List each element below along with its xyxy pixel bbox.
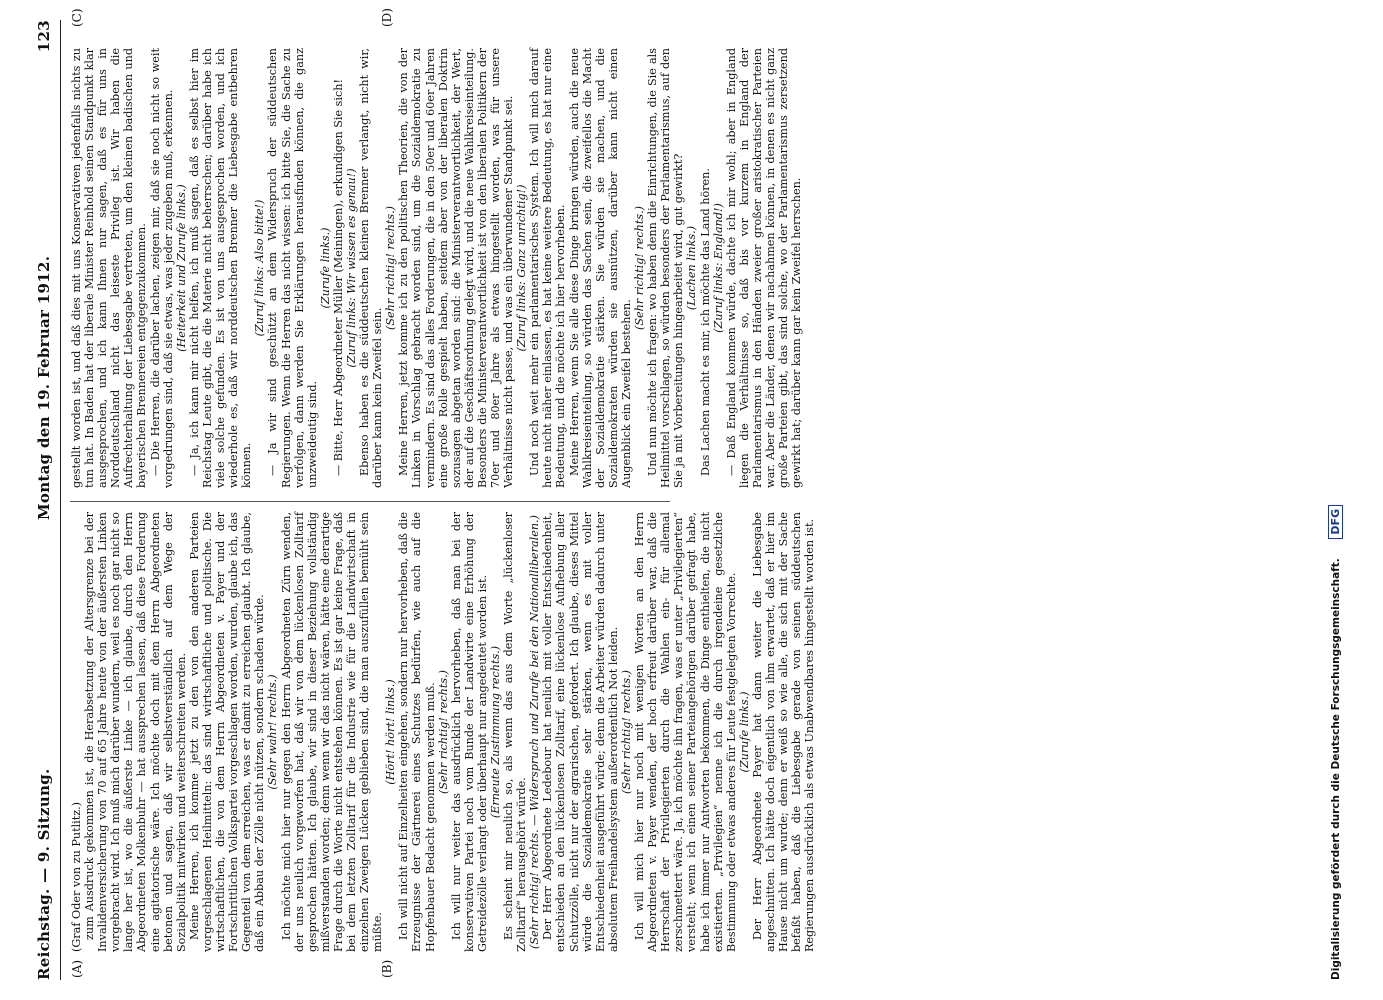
interjection: (Sehr wahr! rechts.)	[266, 674, 280, 790]
column-divider	[70, 501, 670, 502]
interjection: (Zuruf links: Wir wissen es genau!)	[344, 168, 358, 368]
paragraph: gestellt worden ist, und daß dies mit uns Konservativen jedenfalls nichts zu tun hat. In Baden hat der liberale Minister Reinhold seinen Standpunkt klar ausgesprochen, und ich kann Ihnen nur sagen, daß es für uns in Norddeutschland nicht das leiseste Privileg ist. Wir haben die Aufrechterhaltung der Liebesgabe vertreten, um den kleinen badischen und bayerischen Brennereien entgegenzukommen.	[70, 48, 149, 488]
paragraph: — Ja, ich kann mir nicht helfen, ich muß sagen, daß es selbst hier im Reichstag Leute gibt, die die Materie nicht beherrschen; darüber habe ich viele solche gefunden. Es ist von uns ausgesprochen worden, und ich wiederhole es, daß wir norddeutschen Brenner die Liebesgabe entbehren können.	[187, 48, 254, 488]
interjection: (Zuruf links: England!)	[711, 203, 725, 333]
paragraph: Ich will nicht auf Einzelheiten eingehen, sondern nur hervorheben, daß die Erzeugnisse der Gärtnerei eines Schutzes bedürfen, wie auch auf die Hopfenbauer Bedacht genommen werden muß.	[397, 512, 437, 952]
paragraph: Das Lachen macht es mir, ich möchte das Land hören.	[698, 168, 712, 476]
paragraph: Meine Herren, wenn Sie alle diese Dinge bringen würden, auch die neue Wahlkreiseinteilung, so würden das Sachen sein, die zweifellos die Macht der Sozialdemokratie stärken. Sie würden sie machen, und die Sozialdemokraten würden sie ausnützen, darüber kann nicht einen Augenblick ein Zweifel bestehen.	[567, 48, 633, 488]
interjection: (Erneute Zustimmung rechts.)	[489, 645, 502, 819]
header-session: Reichstag. — 9. Sitzung.	[35, 768, 53, 980]
text-column-left	[70, 512, 817, 952]
interjection: (Sehr richtig! rechts.)	[436, 669, 450, 795]
interjection: (Sehr richtig! rechts.)	[633, 205, 647, 331]
running-header	[35, 20, 61, 980]
paragraph: Und nun möchte ich fragen: wo haben denn die Einrichtungen, die Sie als Heilmittel vorschlagen, so würden besonders der Parlamentarismus, auf den Sie ja mit Vorbereitungen hingearbeitet wird, gut gewirkt?	[646, 48, 686, 488]
paragraph: Und noch weit mehr ein parlamentarisches System. Ich will mich darauf heute nicht näher einlassen, es hat keine weitere Bedeutung, es hat nur eine Bedeutung, und die möchte ich hier hervorheben.	[528, 48, 568, 488]
text-column-right	[70, 48, 804, 488]
interjection: (Heiterkeit und Zurufe links.)	[174, 184, 188, 352]
paragraph: Meine Herren, jetzt komme ich zu den politischen Theorien, die von der Linken in Vorschlag gebracht worden sind, um die Sozialdemokratie zu vermindern. Es sind das alles Forderungen, die in den 50er und 60er Jahren eine große Rolle gespielt haben, seitdem aber von der liberalen Doktrin sozusagen abgetan worden sind: die Ministerverantwortlichkeit, der Wert, der auf die Geschäftsordnung gelegt wird, und die neue Wahlkreiseinteilung. Besonders die Ministerverantwortlichkeit ist von den liberalen Politikern der 70er und 80er Jahre als etwas hingestellt worden, was für unsere Verhältnisse nicht passe, und was ein überwundener Standpunkt sei.	[397, 48, 516, 488]
interjection: (Sehr richtig! rechts. — Widerspruch und Zurufe bei den Nationalliberalen.)	[528, 515, 542, 949]
footer-note: Digitalisierung gefördert durch die Deutsche Forschungsgemeinschaft.	[1330, 558, 1342, 980]
header-rule	[60, 20, 61, 980]
header-date: Montag den 19. Februar 1912.	[35, 255, 53, 520]
dfg-logo: DFG	[1328, 505, 1343, 539]
paragraph: — Ja wir sind geschützt an dem Widerspruch der süddeutschen Regierungen. Wenn die Herren das nicht wissen: ich bitte Sie, die Sache zu verfolgen, dann werden Sie Erklärungen herausfinden können, die ganz unzweideutig sind.	[266, 48, 319, 488]
paragraph: zum Ausdruck gekommen ist, die Herabsetzung der Altersgrenze bei der Invalidenversicherung von 70 auf 65 Jahre heute von der äußersten Linken vorgebracht wird. Ich muß mich darüber wundern, weil es noch gar nicht so lange her ist, wo die äußerste Linke — ich glaube, durch den Herrn Abgeordneten Molkenbuhr — hat aussprechen lassen, daß diese Forderung eine agitatorische wäre. Ich möchte doch mit dem Herrn Abgeordneten betonen und sagen, daß wir selbstverständlich auf dem Wege der Sozialpolitik mitwirken und weiterschreiten werden.	[83, 512, 188, 952]
margin-marker-c: (C)	[70, 8, 84, 27]
paragraph: Der Herr Abgeordnete Payer hat dann weiter die Liebesgabe angeschnitten. Ich hätte doch eigentlich von ihm erwartet, daß er hier im Hause nicht um wurde; denn er weiß so wie alle, die sich mit der Sache befaßt haben, daß die Liebesgabe gerade von seinen süddeutschen Regierungen ausdrücklich als etwas Unabwendbares hingestellt worden ist.	[750, 512, 817, 952]
paragraph: Es scheint mir neulich so, als wenn das aus dem Worte „lückenloser Zolltarif“ herausgehört würde.	[502, 512, 529, 952]
paragraph: Ich will mich hier nur noch mit wenigen Worten an den Herrn Abgeordneten v. Payer wenden, der hoch erfreut darüber war, daß die Herrschaft der Privilegierten durch die Wahlen ein- für allemal zerschmettert wäre. Ja, ich möchte ihn fragen, was er unter „Privilegierten“ versteht; wenn ich einen seiner Parteiangehörigen darüber gefragt habe, habe ich immer nur Antworten bekommen, die Dinge enthielten, die nicht existierten. „Privilegien“ nenne ich die durch irgendeine gesetzliche Bestimmung oder etwas anderes für Leute festgelegten Vorrechte.	[633, 512, 738, 952]
paragraph: — Daß England kommen würde, dachte ich mir wohl; aber in England liegen die Verhältnisse so, daß bis vor kurzem in England der Parlamentarismus in den Händen zweier großer aristokratischer Parteien war. Aber die Länder, denen wir nachahmen können, in denen es nicht ganz große Parteien gibt, das sind solche, wo der Parlamentarismus zersetzend gewirkt hat; darüber kann gar kein Zweifel herrschen.	[724, 48, 804, 488]
interjection: (Zurufe links.)	[318, 227, 332, 309]
interjection: (Lachen links.)	[685, 225, 699, 311]
digitization-footer	[1328, 20, 1348, 980]
interjection: (Sehr richtig! rechts.)	[619, 669, 633, 795]
interjection: (Zuruf links: Ganz unrichtig!)	[515, 184, 529, 352]
page-number: 123	[35, 20, 53, 53]
paragraph: — Bitte, Herr Abgeordneter Müller (Meiningen), erkundigen Sie sich!	[331, 79, 345, 476]
paragraph: Meine Herren, ich komme jetzt zu den von den anderen Parteien vorgeschlagenen Heilmitteln: das sind wirtschaftliche und politische. Die wirtschaftlichen, die von dem Herrn Abgeordneten v. Payer und der Fortschrittlichen Volkspartei vorgeschlagen worden, wurden, glaube ich, das Gegenteil von dem erreichen, was er damit zu erreichen glaubt. Ich glaube, daß ein Abbau der Zölle nicht nützen, sondern schaden würde.	[187, 512, 267, 952]
margin-marker-d: (D)	[380, 8, 394, 27]
paragraph: Ich will nur weiter das ausdrücklich hervorheben, daß man bei der konservativen Partei noch vom Bunde der Landwirte eine Erhöhung der Getreidezölle verlangt oder überhaupt nur angedeutet worden ist.	[449, 512, 489, 952]
interjection: (Zurufe links.)	[737, 691, 751, 773]
margin-marker-b: (B)	[380, 959, 394, 978]
paragraph: Ich möchte mich hier nur gegen den Herrn Abgeordneten Zürn wenden, der uns neulich vorgeworfen hat, daß wir von dem lückenlosen Zolltarif gesprochen hätten. Ich glaube, wir sind in dieser Beziehung vollständig mißverstanden worden; denn wenn wir das nicht wären, hätte eine derartige Frage durch die Worte nicht entstehen können. Es ist gar keine Frage, daß bei dem letzten Zolltarif für die Industrie wie für die Landwirtschaft in einzelnen Zweigen Lücken geblieben sind, die man auszufüllen bemüht sein müßte.	[279, 512, 385, 952]
paragraph: (Graf Oder von zu Putlitz.)	[70, 801, 83, 952]
paragraph: — Die Herren, die darüber lachen, zeigen mir, daß sie noch nicht so weit vorgedrungen sind, daß sie etwas, was jeder zugeben muß, erkennen.	[148, 48, 175, 488]
interjection: (Zuruf links: Also bitte!)	[253, 199, 267, 337]
margin-marker-a: (A)	[70, 959, 84, 978]
paragraph: Der Herr Abgeordnete Ledebour hat neulich mit voller Entschiedenheit, entschieden an den lückenlosen Zolltarif, eine lückenlose Aufhebung aller Schutzzölle, nicht nur der agrarischen, gefordert. Ich glaube, dieses Mittel würde die Sozialdemokratie sehr stärken, wenn es mit voller Entschiedenheit ausgeführt würde; denn die Arbeiter würden dadurch unter absolutem Freihandelsystem außerordentlich Not leiden.	[541, 512, 620, 952]
paragraph: Ebenso haben es die süddeutschen kleinen Brenner verlangt, nicht wir, darüber kann kein Zweifel sein.	[358, 48, 385, 488]
interjection: (Sehr richtig! rechts.)	[384, 205, 398, 331]
interjection: (Hört! hört! links.)	[384, 679, 398, 785]
